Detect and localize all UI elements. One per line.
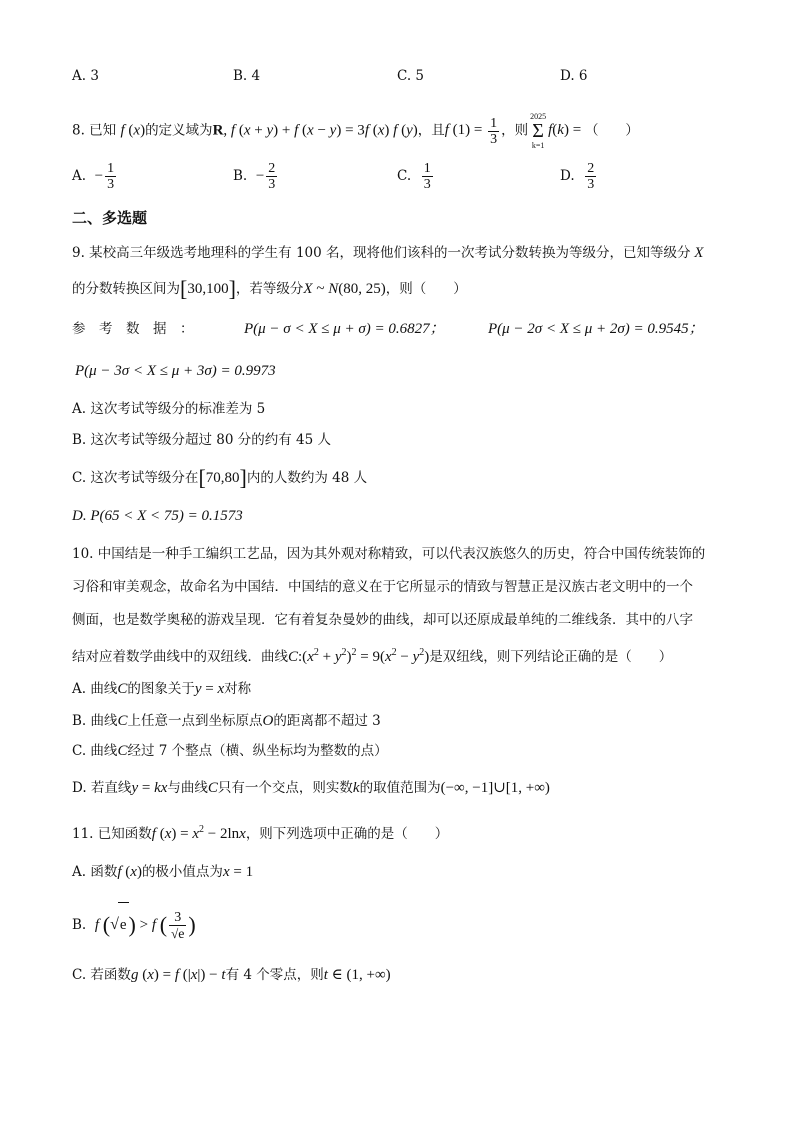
q7-option-d: D. 6 [560,68,588,84]
q8-options [72,156,732,196]
q8-option-d: D. $\frac{2}{3}$ [560,161,595,192]
q9-option-c: C. 这次考试等级分在[70,80]内的人数约为 48 人 [72,465,368,490]
q9-line1: 9. 某校高三年级选考地理科的学生有 100 名，现将他们该科的一次考试分数转换为等级分，已知等级分 X [72,245,704,261]
q8-functional-eq: R, f (x + y) + f (x − y) = 3f (x) f (y) [212,122,418,139]
q11-option-a: A. 函数f (x)的极小值点为x = 1 [72,864,254,880]
q7-options [72,56,732,96]
q10-line1: 10. 中国结是一种手工编织工艺品，因为其外观对称精致，可以代表汉族悠久的历史，符合中国传统装饰的 [72,546,706,562]
q8-sum: 2025 Σ k=1 f(k) = [530,112,585,150]
q10-line3: 侧面，也是数学奥秘的游戏呈现．它有着复杂曼妙的曲线，却可以还原成最单纯的二维线条．其中的八字 [72,612,693,628]
q8-f1: f (1) = $\frac{1}{3}$ [444,115,498,147]
q9-option-a: A. 这次考试等级分的标准差为 5 [72,401,266,417]
q10-option-b: B. 曲线C上任意一点到坐标原点O的距离都不超过 3 [72,713,381,729]
q10-line4: 结对应着数学曲线中的双纽线．曲线$C:(x^2 + y^2)^2 = 9(x^2 - y^2)$是双纽线，则下列结论正确的是（ ） [72,647,673,665]
q8-option-c: C. $\frac{1}{3}$ [397,161,431,192]
q9-prob-1sigma: P(μ − σ < X ≤ μ + σ) = 0.6827； [244,321,445,337]
q10-option-d: D. 若直线y = kx与曲线C只有一个交点，则实数k的取值范围为(−∞, −1]∪[1, +∞) [72,780,550,796]
q11-option-c: C. 若函数g (x) = f (|x|) − t有 4 个零点，则t ∈ (1, +∞) [72,967,391,983]
q11-stem: 11. 已知函数f $(x) = x^2 - 2\ln x$，则下列选项中正确的是（ ） [72,824,449,842]
q10-option-a: A. 曲线C的图象关于y = x对称 [72,681,252,697]
section-heading-multiple-choice: 二、多选题 [72,209,148,227]
q10-line2: 习俗和审美观念，故命名为中国结．中国结的意义在于它所显示的情致与智慧正是汉族古老文明中的一个 [72,579,693,595]
q9-reference-line: 参 考 数 据 ： P(μ − σ < X ≤ μ + σ) = 0.6827； P(μ − 2σ < X ≤ μ + 2σ) = 0.9545； [72,321,704,337]
q7-option-c: C. 5 [397,68,425,84]
q8-fx: f (x) [120,122,146,139]
q9-option-b: B. 这次考试等级分超过 80 分的约有 45 人 [72,432,332,448]
q11-option-b: B. f (√e) > f ( $\frac{3}{√e}$ ) [72,902,196,947]
q8-option-b: B. − $\frac{2}{3}$ [233,161,276,192]
q10-option-c: C. 曲线C经过 7 个整点（横、纵坐标均为整数的点） [72,743,388,759]
q8-option-a: A. − $\frac{1}{3}$ [72,161,115,192]
q9-prob-3sigma: P(μ − 3σ < X ≤ μ + 3σ) = 0.9973 [75,363,276,379]
q7-option-b: B. 4 [233,68,261,84]
q7-option-a: A. 3 [72,68,99,84]
q9-line2: 的分数转换区间为[30,100]，若等级分X ~ N(80, 25)，则（ ） [72,276,467,301]
q8-stem: 8. 已知 f (x)的定义域为R, f (x + y) + f (x − y) = 3f (x) f (y)，且f (1) = $\frac{1}{3}$ ，则 2025 Σ k=1 f(k) = （ ） [72,112,639,150]
q9-prob-2sigma: P(μ − 2σ < X ≤ μ + 2σ) = 0.9545； [488,321,704,337]
q9-option-d: D. P(65 < X < 75) = 0.1573 [72,508,243,524]
